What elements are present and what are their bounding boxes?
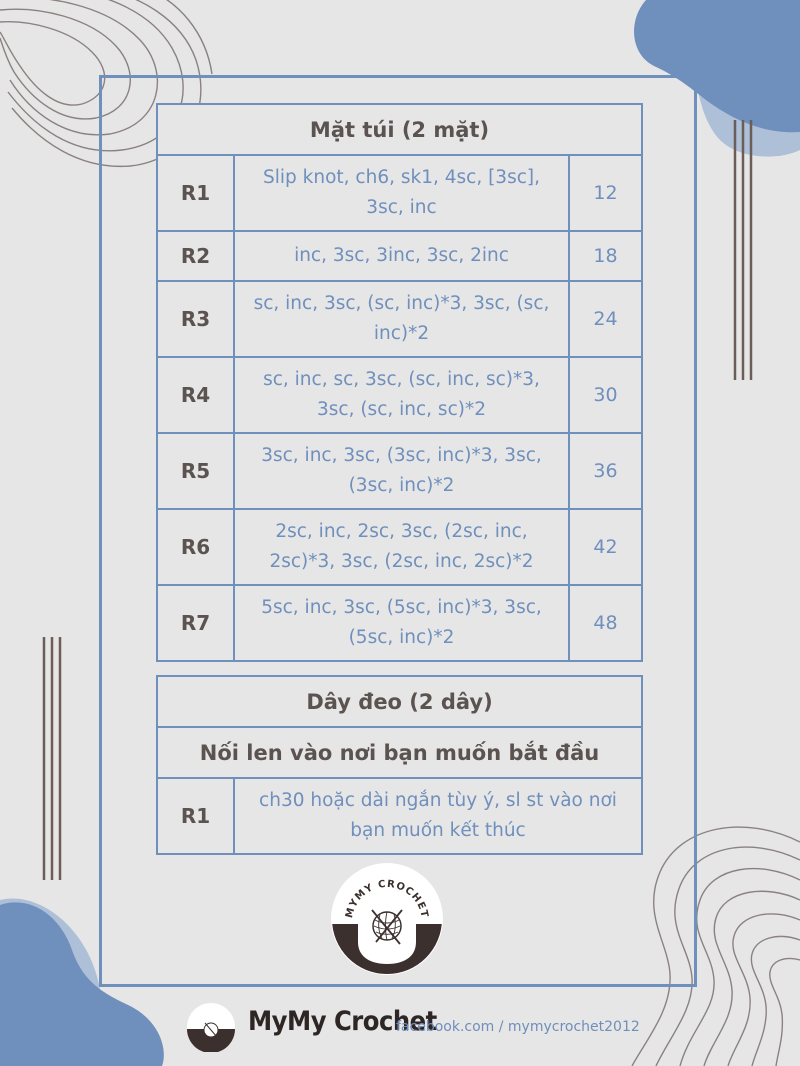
row-label: R1 [157,778,234,854]
table-row [157,433,642,509]
table-row [157,155,642,231]
row-label: R4 [157,357,234,433]
strap-pattern-table [156,675,643,855]
body-pattern-table [156,103,643,662]
row-label: R6 [157,509,234,585]
row-instruction: 5sc, inc, 3sc, (5sc, inc)*3, 3sc, (5sc, inc)*2 [234,585,569,661]
stitch-count: 24 [569,281,642,357]
footer-logo-icon [186,1002,236,1052]
row-instruction: inc, 3sc, 3inc, 3sc, 2inc [234,231,569,281]
table-title: Mặt túi (2 mặt) [157,104,642,155]
row-label: R7 [157,585,234,661]
row-label: R5 [157,433,234,509]
row-instruction: ch30 hoặc dài ngắn tùy ý, sl st vào nơi bạn muốn kết thúc [234,778,642,854]
row-label: R3 [157,281,234,357]
stitch-count: 36 [569,433,642,509]
mymy-crochet-logo [330,862,444,976]
row-instruction: sc, inc, 3sc, (sc, inc)*3, 3sc, (sc, inc)*2 [234,281,569,357]
facebook-link[interactable]: facebook.com / mymycrochet2012 [396,1019,640,1035]
right-vertical-lines [735,120,751,380]
row-instruction: 2sc, inc, 2sc, 3sc, (2sc, inc, 2sc)*3, 3sc, (2sc, inc, 2sc)*2 [234,509,569,585]
row-label: R2 [157,231,234,281]
left-vertical-lines [44,637,60,880]
table-row [157,357,642,433]
table-row [157,231,642,281]
stitch-count: 30 [569,357,642,433]
logo-text: MYMY CROCHET [344,878,430,920]
row-label: R1 [157,155,234,231]
row-instruction: 3sc, inc, 3sc, (3sc, inc)*3, 3sc, (3sc, inc)*2 [234,433,569,509]
stitch-count: 48 [569,585,642,661]
table-row [157,585,642,661]
row-instruction: sc, inc, sc, 3sc, (sc, inc, sc)*3, 3sc, (sc, inc, sc)*2 [234,357,569,433]
table-row [157,778,642,854]
table-title: Dây đeo (2 dây) [157,676,642,727]
brand-name: MyMy Crochet [248,1006,437,1037]
table-subtitle: Nối len vào nơi bạn muốn bắt đầu [157,727,642,778]
stitch-count: 42 [569,509,642,585]
stitch-count: 12 [569,155,642,231]
stitch-count: 18 [569,231,642,281]
table-row [157,281,642,357]
table-row [157,509,642,585]
row-instruction: Slip knot, ch6, sk1, 4sc, [3sc], 3sc, inc [234,155,569,231]
